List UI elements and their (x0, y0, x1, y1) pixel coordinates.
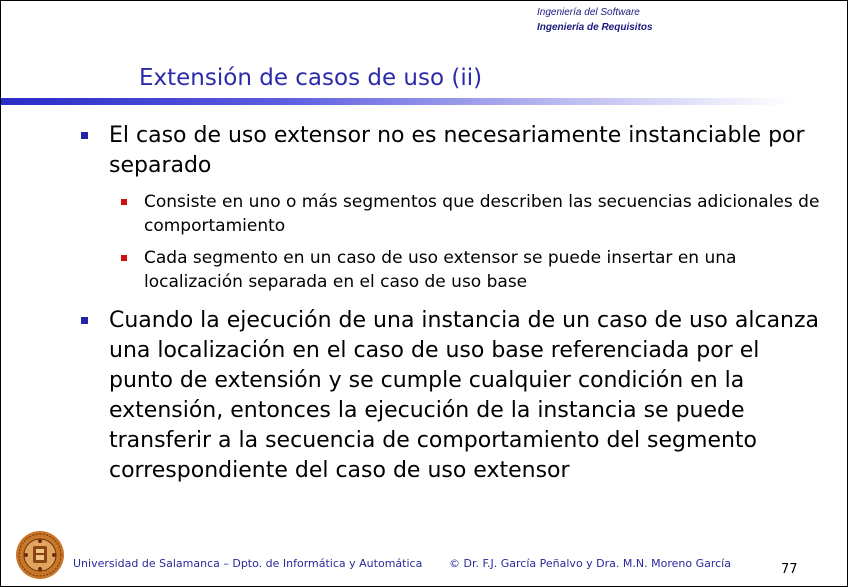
footer-institution: Universidad de Salamanca – Dpto. de Informática y Automática (73, 557, 423, 570)
bullet-text: El caso de uso extensor no es necesariamente instanciable por separado (109, 123, 805, 178)
university-seal-icon (15, 530, 65, 580)
bullet-item-2 (109, 306, 821, 486)
slide-title: Extensión de casos de uso (ii) (139, 65, 483, 91)
bullet-text: Cuando la ejecución de una instancia de un caso de uso alcanza una localización en el caso de uso base referenciada por el punto de extensión y se cumple cualquier condición en la extensión, entonces la ejecución de la instancia se puede transferir a la secuencia de comportamiento del segmento correspondiente del caso de uso extensor (109, 308, 820, 483)
sub-bullet-marker (121, 255, 127, 261)
sub-bullet-marker (121, 199, 127, 205)
slide-header (537, 5, 653, 35)
sub-bullet-item-1-1 (144, 190, 824, 238)
footer-authors: © Dr. F.J. García Peñalvo y Dra. M.N. Moreno García (449, 557, 731, 570)
sub-bullet-item-1-2 (144, 246, 824, 294)
page-number: 77 (781, 562, 798, 577)
sub-bullet-text: Cada segmento en un caso de uso extensor se puede insertar en una localización separada en el caso de uso base (144, 248, 737, 292)
header-course: Ingeniería del Software (537, 7, 640, 18)
header-topic: Ingeniería de Requisitos (537, 22, 653, 33)
bullet-item-1 (109, 121, 821, 181)
bullet-marker (81, 317, 88, 324)
sub-bullet-text: Consiste en uno o más segmentos que describen las secuencias adicionales de comportamiento (144, 192, 820, 236)
title-underline (1, 98, 791, 105)
bullet-marker (81, 132, 88, 139)
